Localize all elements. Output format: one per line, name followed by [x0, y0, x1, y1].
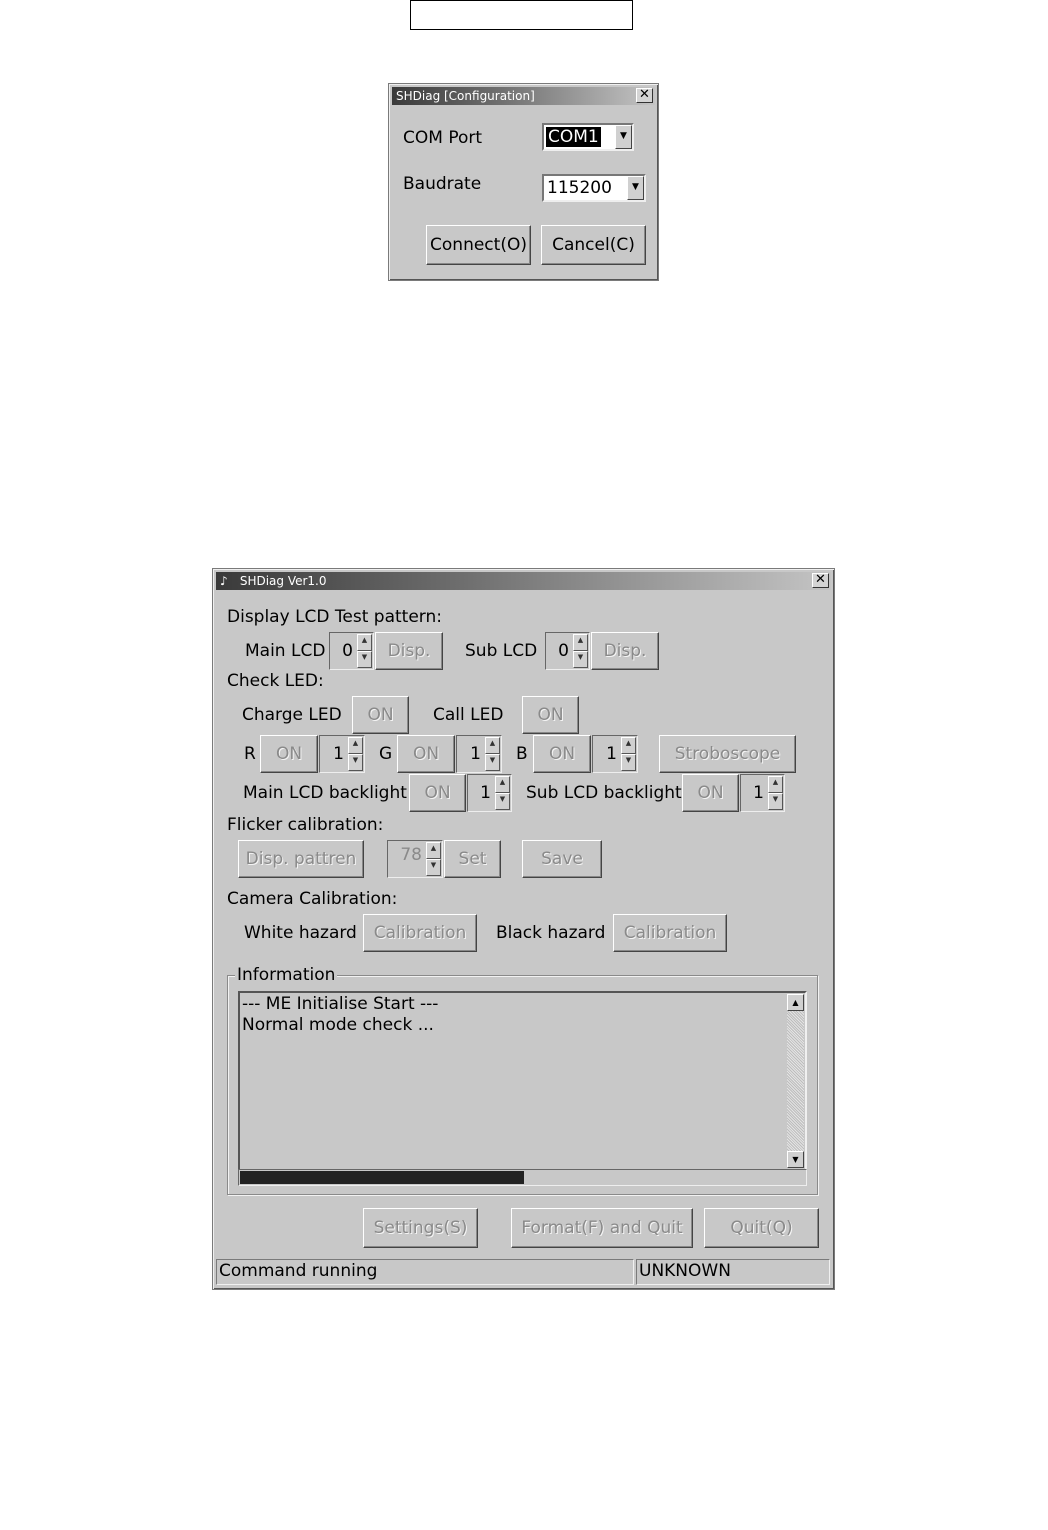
- b-spinner[interactable]: [592, 735, 638, 773]
- spin-up-icon[interactable]: ▲: [768, 776, 783, 793]
- spin-up-icon[interactable]: ▲: [357, 634, 372, 651]
- status-left: Command running: [216, 1259, 634, 1285]
- main-window: [212, 568, 835, 1290]
- chevron-down-icon[interactable]: ▼: [615, 125, 632, 149]
- spin-up-icon[interactable]: ▲: [485, 737, 500, 754]
- b-label: B: [516, 744, 528, 764]
- baudrate-value: 115200: [547, 178, 612, 198]
- chevron-down-icon[interactable]: ▼: [627, 176, 644, 200]
- progress-fill: [240, 1171, 524, 1184]
- main-lcd-disp-button[interactable]: Disp.: [375, 632, 443, 670]
- call-led-on-button[interactable]: ON: [522, 696, 579, 734]
- cancel-button[interactable]: Cancel(C): [541, 225, 646, 265]
- disp-pattern-button[interactable]: Disp. pattren: [238, 840, 364, 878]
- stroboscope-button[interactable]: Stroboscope: [659, 735, 796, 773]
- main-lcd-label: Main LCD: [245, 641, 326, 661]
- com-port-label: COM Port: [403, 128, 483, 148]
- sub-backlight-value: 1: [753, 783, 764, 803]
- com-port-select[interactable]: [542, 123, 634, 151]
- charge-led-label: Charge LED: [242, 705, 342, 725]
- set-button[interactable]: Set: [444, 840, 501, 878]
- call-led-label: Call LED: [433, 705, 504, 725]
- log-line: --- ME Initialise Start ---: [242, 994, 439, 1014]
- config-title: SHDiag [Configuration]: [396, 89, 535, 103]
- main-backlight-label: Main LCD backlight: [243, 783, 407, 803]
- spin-down-icon[interactable]: ▼: [426, 859, 441, 876]
- g-value: 1: [470, 744, 481, 764]
- spin-down-icon[interactable]: ▼: [495, 793, 510, 810]
- charge-led-on-button[interactable]: ON: [352, 696, 409, 734]
- flicker-value: 78: [400, 845, 422, 865]
- black-calibration-button[interactable]: Calibration: [613, 914, 727, 952]
- spin-up-icon[interactable]: ▲: [495, 776, 510, 793]
- config-dialog: [388, 83, 659, 281]
- g-spinner[interactable]: [456, 735, 502, 773]
- main-titlebar: [216, 572, 831, 590]
- scroll-down-icon[interactable]: ▼: [787, 1151, 804, 1168]
- g-label: G: [379, 744, 393, 764]
- sub-backlight-label: Sub LCD backlight: [526, 783, 682, 803]
- main-lcd-spinner[interactable]: [329, 632, 374, 670]
- camera-section-label: Camera Calibration:: [227, 889, 398, 909]
- log-scrollbar[interactable]: [787, 994, 804, 1168]
- spin-down-icon[interactable]: ▼: [357, 651, 372, 668]
- sub-lcd-spinner[interactable]: [545, 632, 590, 670]
- r-on-button[interactable]: ON: [260, 735, 318, 773]
- com-port-value: COM1: [548, 127, 599, 147]
- format-quit-button[interactable]: Format(F) and Quit: [511, 1208, 693, 1248]
- white-calibration-button[interactable]: Calibration: [363, 914, 477, 952]
- config-close-icon[interactable]: ✕: [636, 88, 653, 103]
- main-backlight-value: 1: [480, 783, 491, 803]
- r-spinner[interactable]: [319, 735, 365, 773]
- settings-button[interactable]: Settings(S): [363, 1208, 478, 1248]
- b-value: 1: [606, 744, 617, 764]
- sub-lcd-value: 0: [558, 641, 569, 661]
- sub-lcd-label: Sub LCD: [465, 641, 538, 661]
- white-hazard-label: White hazard: [244, 923, 357, 943]
- information-label: Information: [237, 965, 336, 985]
- check-led-section-label: Check LED:: [227, 671, 324, 691]
- spin-down-icon[interactable]: ▼: [621, 754, 636, 771]
- spin-up-icon[interactable]: ▲: [426, 842, 441, 859]
- information-log[interactable]: [238, 991, 807, 1171]
- flicker-section-label: Flicker calibration:: [227, 815, 384, 835]
- b-on-button[interactable]: ON: [533, 735, 591, 773]
- quit-button[interactable]: Quit(Q): [704, 1208, 819, 1248]
- progress-bar: [238, 1169, 807, 1186]
- g-on-button[interactable]: ON: [397, 735, 455, 773]
- spin-down-icon[interactable]: ▼: [485, 754, 500, 771]
- black-hazard-label: Black hazard: [496, 923, 606, 943]
- sub-backlight-spinner[interactable]: [740, 774, 785, 812]
- flicker-spinner[interactable]: [387, 840, 443, 878]
- spin-up-icon[interactable]: ▲: [621, 737, 636, 754]
- main-title: SHDiag Ver1.0: [239, 574, 327, 588]
- spin-up-icon[interactable]: ▲: [348, 737, 363, 754]
- top-blank-box: [410, 0, 633, 30]
- main-backlight-on-button[interactable]: ON: [409, 774, 466, 812]
- app-icon: ♪: [220, 574, 228, 588]
- baudrate-label: Baudrate: [403, 174, 482, 194]
- spin-down-icon[interactable]: ▼: [768, 793, 783, 810]
- log-line: Normal mode check ...: [242, 1015, 434, 1035]
- status-right: UNKNOWN: [636, 1259, 830, 1285]
- main-backlight-spinner[interactable]: [467, 774, 512, 812]
- scroll-up-icon[interactable]: ▲: [787, 994, 804, 1011]
- baudrate-select[interactable]: [542, 174, 646, 202]
- sub-backlight-on-button[interactable]: ON: [682, 774, 739, 812]
- sub-lcd-disp-button[interactable]: Disp.: [591, 632, 659, 670]
- save-button[interactable]: Save: [522, 840, 602, 878]
- main-lcd-value: 0: [342, 641, 353, 661]
- spin-down-icon[interactable]: ▼: [348, 754, 363, 771]
- display-section-label: Display LCD Test pattern:: [227, 607, 442, 627]
- spin-down-icon[interactable]: ▼: [573, 651, 588, 668]
- r-label: R: [244, 744, 256, 764]
- config-titlebar: [392, 87, 655, 105]
- spin-up-icon[interactable]: ▲: [573, 634, 588, 651]
- main-close-icon[interactable]: ✕: [812, 573, 829, 588]
- connect-button[interactable]: Connect(O): [426, 225, 531, 265]
- r-value: 1: [333, 744, 344, 764]
